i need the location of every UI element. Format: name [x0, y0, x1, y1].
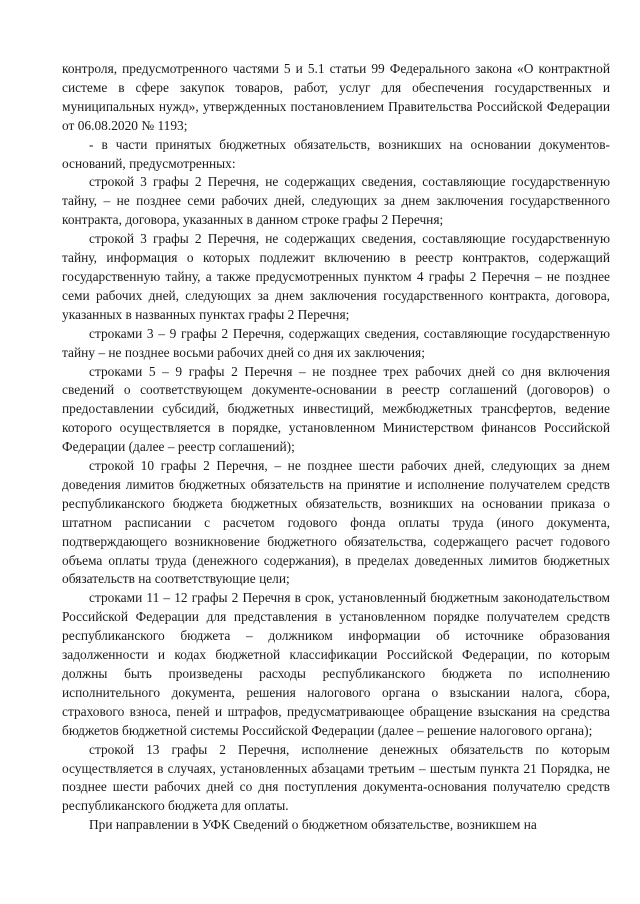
paragraph-line-3-registry: строкой 3 графы 2 Перечня, не содержащих сведения, составляющие государственную тайну, информация о которых подлежит включению в реестр контрактов, содержащий государственную тайну, а также предусмотренных пунктом 4 графы 2 Перечня – не позднее семи рабочих дней, следующих за днем заключения государственного контракта, договора, указанных в названных пунктах графы 2 Перечня; — [62, 231, 610, 322]
document-body — [62, 60, 610, 835]
paragraph-ufk-submission: При направлении в УФК Сведений о бюджетном обязательстве, возникшем на — [89, 817, 537, 833]
paragraph-line-13: строкой 13 графы 2 Перечня, исполнение денежных обязательств по которым осуществляется в случаях, установленных абзацами третьим – шестым пункта 21 Порядка, не позднее шести рабочих дней со дня поступления документа-основания получателю средств республиканского бюджета для оплаты. — [62, 741, 610, 814]
paragraph-lines-11-12: строками 11 – 12 графы 2 Перечня в срок, установленный бюджетным законодательством Российской Федерации для представления в установленном порядке получателем средств республиканского бюджета – должником информации об источнике образования задолженности и кодах бюджетной классификации Российской Федерации, по которым должны быть произведены расходы республиканского бюджета по исполнению исполнительного документа, решения налогового органа о взыскании налога, сбора, страхового взноса, пеней и штрафов, предусматривающее обращение взыскания на средства бюджетов бюджетной системы Российской Федерации (далее – решение налогового органа); — [62, 590, 610, 738]
paragraph-budget-obligations-intro: - в части принятых бюджетных обязательств, возникших на основании документов-оснований, предусмотренных: — [62, 136, 610, 171]
paragraph-lines-5-9: строками 5 – 9 графы 2 Перечня – не позднее трех рабочих дней со дня включения сведений о соответствующем документе-основании в реестр соглашений (договоров) о предоставлении субсидий, бюджетных инвестиций, межбюджетных трансфертов, ведение которого осуществляется в порядке, установленном Министерством финансов Российской Федерации (далее – реестр соглашений); — [62, 363, 610, 455]
paragraph-line-3-non-secret: строкой 3 графы 2 Перечня, не содержащих сведения, составляющие государственную тайну, – не позднее семи рабочих дней, следующих за днем заключения государственного контракта, договора, указанных в данном строке графы 2 Перечня; — [62, 174, 610, 228]
paragraph-line-10: строкой 10 графы 2 Перечня, – не позднее шести рабочих дней, следующих за днем доведения лимитов бюджетных обязательств на принятие и исполнение получателем средств республиканского бюджета бюджетных обязательств, возникших на основании приказа о штатном расписании с расчетом годового фонда оплаты труда (иного документа, подтверждающего возникновение бюджетного обязательства, содержащего расчет годового объема оплаты труда (денежного содержания), в пределах доведенных лимитов бюджетных обязательств на соответствующие цели; — [62, 458, 610, 587]
paragraph-lines-3-9-secret: строками 3 – 9 графы 2 Перечня, содержащих сведения, составляющие государственную тайну – не позднее восьми рабочих дней со дня их заключения; — [62, 325, 610, 360]
paragraph-continuation: контроля, предусмотренного частями 5 и 5.1 статьи 99 Федерального закона «О контрактной системе в сфере закупок товаров, работ, услуг для обеспечения государственных и муниципальных нужд», утвержденных постановлением Правительства Российской Федерации от 06.08.2020 № 1193; — [62, 61, 610, 133]
